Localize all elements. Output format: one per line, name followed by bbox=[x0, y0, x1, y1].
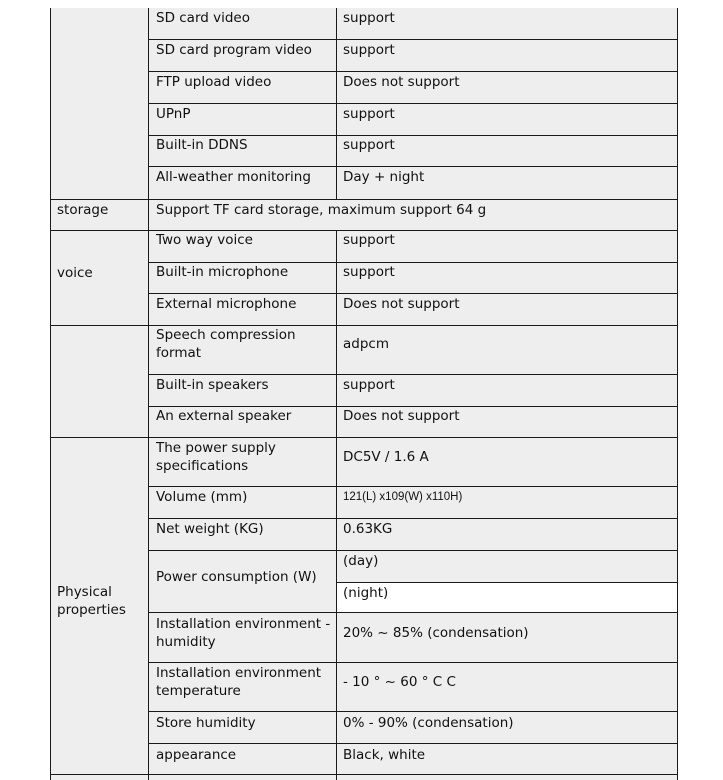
row-line bbox=[50, 199, 678, 200]
value-storage: Support TF card storage, maximum support 64 g bbox=[156, 202, 487, 218]
row-line bbox=[148, 612, 678, 613]
section-voice: voice bbox=[57, 265, 93, 281]
label-install-temp-line2: temperature bbox=[156, 683, 241, 699]
label-sd-program: SD card program video bbox=[156, 42, 312, 58]
section-storage: storage bbox=[57, 202, 109, 218]
value-sd-card-video: support bbox=[343, 10, 395, 26]
section-physical-line2: properties bbox=[57, 602, 126, 618]
label-speech-line2: format bbox=[156, 345, 202, 361]
label-power-supply-line2: specifications bbox=[156, 458, 249, 474]
row-line bbox=[148, 518, 678, 519]
row-line bbox=[148, 39, 678, 40]
label-install-humidity-line1: Installation environment - bbox=[156, 616, 331, 632]
value-install-humidity: 20% ~ 85% (condensation) bbox=[343, 625, 529, 641]
value-two-way: support bbox=[343, 232, 395, 248]
value-all-weather: Day + night bbox=[343, 169, 425, 185]
label-ext-speaker: An external speaker bbox=[156, 408, 292, 424]
row-line bbox=[50, 437, 678, 438]
section-physical-line1: Physical bbox=[57, 584, 112, 600]
label-ftp-upload: FTP upload video bbox=[156, 74, 272, 90]
label-ddns: Built-in DDNS bbox=[156, 137, 248, 153]
label-store-humidity: Store humidity bbox=[156, 715, 256, 731]
label-power-supply-line1: The power supply bbox=[156, 440, 276, 456]
row-line bbox=[148, 293, 678, 294]
value-volume: 121(L) x109(W) x110H) bbox=[343, 491, 463, 503]
value-ext-speaker: Does not support bbox=[343, 408, 460, 424]
value-ftp-upload: Does not support bbox=[343, 74, 460, 90]
row-line bbox=[336, 582, 678, 583]
label-speakers: Built-in speakers bbox=[156, 377, 269, 393]
row-line bbox=[50, 774, 678, 775]
value-mic: support bbox=[343, 264, 395, 280]
label-install-temp-line1: Installation environment bbox=[156, 665, 322, 681]
label-speech-line1: Speech compression bbox=[156, 327, 296, 343]
value-power-day: (day) bbox=[343, 553, 379, 569]
value-weight: 0.63KG bbox=[343, 521, 393, 537]
value-power-supply: DC5V / 1.6 A bbox=[343, 449, 429, 465]
row-line bbox=[148, 374, 678, 375]
value-appearance: Black, white bbox=[343, 747, 426, 763]
row-line bbox=[148, 662, 678, 663]
label-install-humidity-line2: humidity bbox=[156, 634, 216, 650]
category-column-shade bbox=[51, 8, 148, 780]
value-store-humidity: 0% - 90% (condensation) bbox=[343, 715, 514, 731]
row-line bbox=[148, 103, 678, 104]
label-appearance: appearance bbox=[156, 747, 237, 763]
row-line bbox=[148, 166, 678, 167]
value-speakers: support bbox=[343, 377, 395, 393]
label-all-weather: All-weather monitoring bbox=[156, 169, 311, 185]
label-upnp: UPnP bbox=[156, 106, 191, 122]
label-weight: Net weight (KG) bbox=[156, 521, 264, 537]
row-line bbox=[148, 550, 678, 551]
border-left bbox=[50, 8, 51, 780]
row-line bbox=[148, 743, 678, 744]
value-upnp: support bbox=[343, 106, 395, 122]
label-sd-card-video: SD card video bbox=[156, 10, 250, 26]
value-ext-mic: Does not support bbox=[343, 296, 460, 312]
row-line bbox=[148, 486, 678, 487]
value-ddns: support bbox=[343, 137, 395, 153]
label-mic: Built-in microphone bbox=[156, 264, 289, 280]
border-label-bottom bbox=[336, 231, 337, 780]
label-power: Power consumption (W) bbox=[156, 569, 317, 585]
value-power-night: (night) bbox=[343, 585, 389, 601]
label-two-way: Two way voice bbox=[156, 232, 253, 248]
row-line bbox=[148, 711, 678, 712]
label-ext-mic: External microphone bbox=[156, 296, 297, 312]
value-speech: adpcm bbox=[343, 336, 389, 352]
value-install-temp: - 10 ° ~ 60 ° C C bbox=[343, 674, 456, 690]
border-right bbox=[677, 8, 678, 780]
value-sd-program: support bbox=[343, 42, 395, 58]
row-line bbox=[148, 71, 678, 72]
label-volume: Volume (mm) bbox=[156, 489, 248, 505]
row-line bbox=[50, 325, 678, 326]
border-category bbox=[148, 8, 149, 780]
